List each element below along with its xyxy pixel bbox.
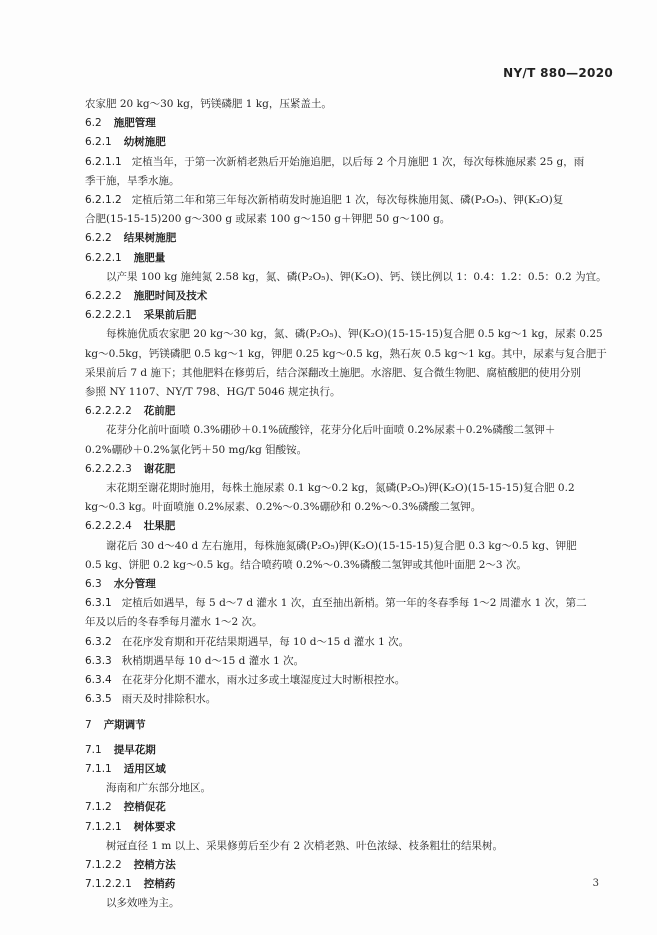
section-number: 6.3	[85, 578, 102, 591]
section-heading	[85, 575, 615, 594]
page-number: 3	[592, 878, 599, 889]
numbered-paragraph	[85, 690, 615, 709]
section-heading	[85, 287, 615, 306]
section-title: 控梢药	[143, 878, 176, 891]
numbered-paragraph	[85, 671, 615, 690]
clause-text: 定植后第二年和第三年每次新梢萌发时施追肥 1 次，每次每株施用氮、磷(P₂O₅)、钾(K₂O)复	[131, 194, 564, 207]
clause-number: 6.3.2	[85, 635, 112, 648]
clause-text: 定植后如遇旱，每 5 d～7 d 灌水 1 次，直至抽出新梢。第一年的冬春季每 1～2 周灌水 1 次，第二	[121, 597, 587, 610]
body-text-line: 合肥(15-15-15)200 g～300 g 或尿素 100 g～150 g＋钾肥 50 g～100 g。	[85, 213, 451, 226]
section-title: 提早花期	[113, 743, 156, 756]
section-heading	[85, 875, 615, 894]
clause-text: 在花芽分化期不灌水，雨水过多或土壤湿度过大时断根控水。	[121, 674, 406, 687]
numbered-paragraph	[85, 594, 615, 613]
section-title: 幼树施肥	[123, 136, 166, 149]
section-heading	[85, 856, 615, 875]
section-heading	[85, 114, 615, 133]
section-heading	[85, 249, 615, 268]
body-text-line: 树冠直径 1 m 以上、采果修剪后至少有 2 次梢老熟、叶色浓绿、枝条粗壮的结果树。	[106, 839, 504, 852]
section-number: 7.1.2.2.1	[85, 878, 132, 891]
clause-text: 秋梢期遇旱每 10 d～15 d 灌水 1 次。	[121, 654, 305, 667]
body-text-line: 参照 NY 1107、NY/T 798、HG/T 5046 规定执行。	[85, 386, 341, 399]
section-title: 施肥管理	[113, 117, 156, 130]
chapter-heading	[85, 716, 615, 735]
body-text-line: 季干施，旱季水施。	[85, 174, 180, 187]
clause-number: 6.2.1.2	[85, 194, 122, 207]
body-text-line: 末花期至谢花期时施用，每株土施尿素 0.1 kg～0.2 kg，氮磷(P₂O₅)钾(K₂O)(15-15-15)复合肥 0.2	[106, 482, 575, 495]
numbered-paragraph	[85, 191, 615, 210]
section-number: 7.1	[85, 743, 102, 756]
section-number: 6.2.2.2.3	[85, 462, 132, 475]
section-heading	[85, 741, 615, 760]
section-number: 6.2.1	[85, 136, 112, 149]
section-number: 7.1.2.2	[85, 858, 122, 871]
section-title: 控梢方法	[133, 858, 176, 871]
section-heading	[85, 402, 615, 421]
section-title: 壮果肥	[143, 520, 176, 533]
body-text-line: kg～0.5kg，钙镁磷肥 0.5 kg～1 kg，钾肥 0.25 kg～0.5 kg，熟石灰 0.5 kg～1 kg。其中，尿素与复合肥于	[85, 347, 607, 360]
body-text-line: 每株施优质农家肥 20 kg～30 kg，氮、磷(P₂O₅)、钾(K₂O)(15-15-15)复合肥 0.5 kg～1 kg，尿素 0.25	[106, 328, 603, 341]
section-number: 6.2.2.2.2	[85, 405, 132, 418]
body-text-line: 谢花后 30 d～40 d 左右施用，每株施氮磷(P₂O₅)钾(K₂O)(15-15-15)复合肥 0.3 kg～0.5 kg、钾肥	[106, 539, 577, 552]
section-heading	[85, 460, 615, 479]
section-number: 6.2	[85, 117, 102, 130]
section-title: 控梢促花	[123, 801, 166, 814]
section-heading	[85, 517, 615, 536]
section-title: 适用区域	[123, 762, 166, 775]
standard-code: NY/T 880—2020	[503, 66, 613, 80]
section-heading	[85, 306, 615, 325]
body-text-line: 以多效唑为主。	[106, 897, 180, 910]
section-heading	[85, 760, 615, 779]
section-heading	[85, 798, 615, 817]
section-title: 树体要求	[133, 820, 176, 833]
section-number: 6.2.2.1	[85, 251, 122, 264]
section-heading	[85, 229, 615, 248]
body-text-line: 以产果 100 kg 施纯氮 2.58 kg，氮、磷(P₂O₅)、钾(K₂O)、钙、镁比例以 1：0.4：1.2：0.5：0.2 为宜。	[106, 270, 607, 283]
section-title: 产期调节	[103, 718, 146, 731]
section-number: 7.1.1	[85, 762, 112, 775]
clause-text: 定植当年，于第一次新梢老熟后开始施追肥，以后每 2 个月施肥 1 次，每次每株施尿素 25 g，雨	[131, 155, 585, 168]
section-title: 采果前后肥	[143, 309, 197, 322]
section-title: 施肥时间及技术	[133, 290, 208, 303]
section-heading	[85, 818, 615, 837]
section-number: 6.2.2.2.1	[85, 309, 132, 322]
section-heading	[85, 133, 615, 152]
numbered-paragraph	[85, 652, 615, 671]
section-title: 花前肥	[143, 405, 176, 418]
numbered-paragraph	[85, 633, 615, 652]
clause-number: 6.3.3	[85, 654, 112, 667]
clause-number: 6.3.1	[85, 597, 112, 610]
section-number: 7.1.2.1	[85, 820, 122, 833]
clause-text: 雨天及时排除积水。	[121, 693, 217, 706]
clause-number: 6.3.5	[85, 693, 112, 706]
document-body	[85, 95, 615, 914]
body-text-line: 海南和广东部分地区。	[106, 782, 211, 795]
body-text-line: 0.5 kg、饼肥 0.2 kg～0.5 kg。结合喷药喷 0.2%～0.3%磷酸二氢钾或其他叶面肥 2～3 次。	[85, 558, 527, 571]
section-title: 谢花肥	[143, 462, 176, 475]
body-text-line: 0.2%硼砂＋0.2%氯化钙＋50 mg/kg 钼酸铵。	[85, 443, 308, 456]
section-number: 7	[85, 718, 92, 731]
section-title: 水分管理	[113, 578, 156, 591]
body-text-line: 农家肥 20 kg～30 kg，钙镁磷肥 1 kg，压紧盖土。	[85, 98, 332, 110]
section-number: 6.2.2	[85, 232, 112, 245]
section-number: 6.2.2.2	[85, 290, 122, 303]
clause-text: 在花序发育期和开花结果期遇旱，每 10 d～15 d 灌水 1 次。	[121, 635, 410, 648]
clause-number: 6.3.4	[85, 674, 112, 687]
body-text-line: 花芽分化前叶面喷 0.3%硼砂＋0.1%硫酸锌，花芽分化后叶面喷 0.2%尿素＋0.2%磷酸二氢钾＋	[106, 424, 556, 437]
section-title: 施肥量	[133, 251, 166, 264]
section-title: 结果树施肥	[123, 232, 177, 245]
body-text-line: kg～0.3 kg。叶面喷施 0.2%尿素、0.2%～0.3%硼砂和 0.2%～0.3%磷酸二氢钾。	[85, 501, 482, 514]
section-number: 7.1.2	[85, 801, 112, 814]
section-number: 6.2.2.2.4	[85, 520, 132, 533]
body-text-line: 年及以后的冬春季每月灌水 1～2 次。	[85, 616, 263, 629]
body-text-line: 采果前后 7 d 施下；其他肥料在修剪后，结合深翻改土施肥。水溶肥、复合微生物肥、腐植酸肥的使用分别	[85, 366, 581, 379]
clause-number: 6.2.1.1	[85, 155, 122, 168]
numbered-paragraph	[85, 153, 615, 172]
